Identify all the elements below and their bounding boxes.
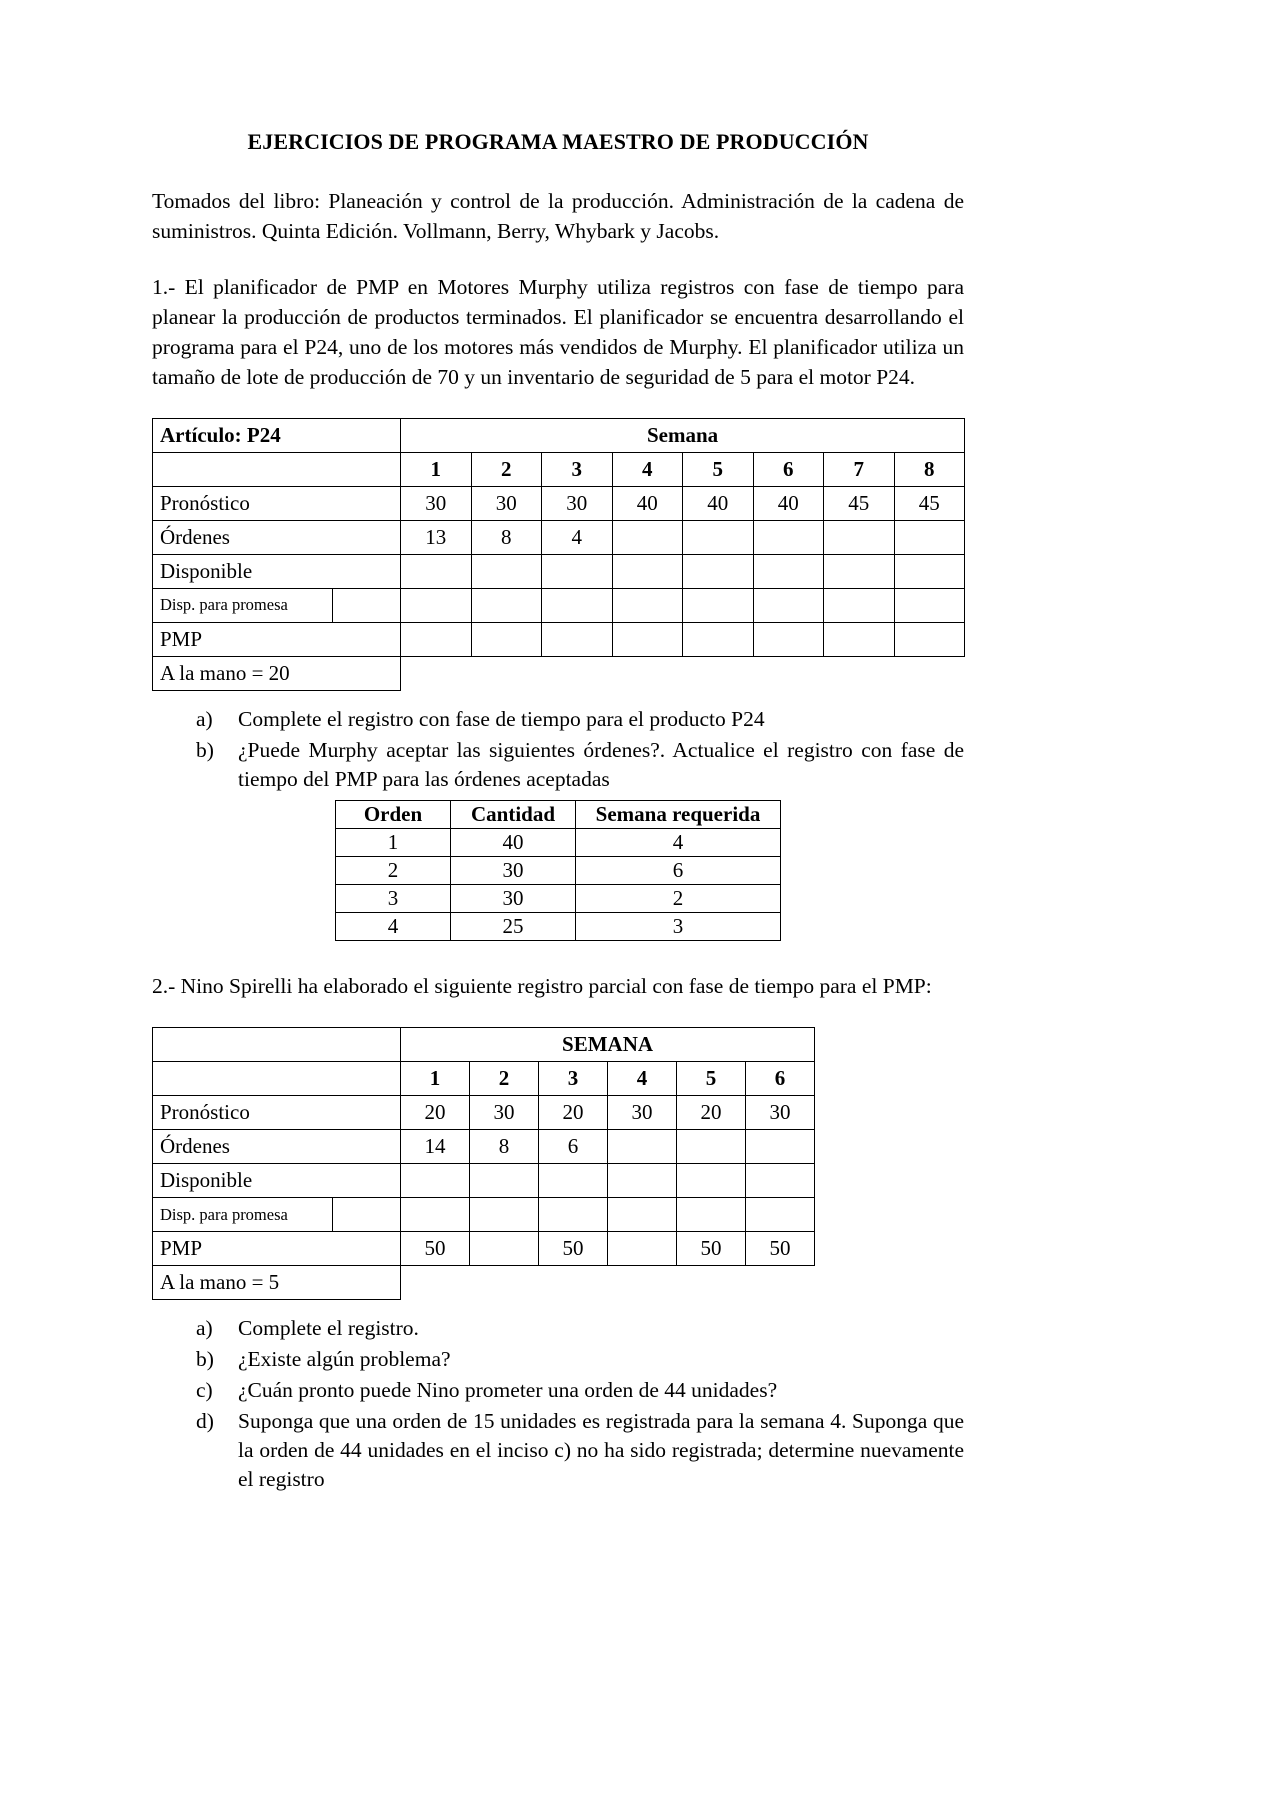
exercise-2-paragraph: 2.- Nino Spirelli ha elaborado el siguiente registro parcial con fase de tiempo para el PMP: bbox=[152, 974, 932, 999]
data-cell bbox=[677, 1164, 746, 1198]
data-cell bbox=[470, 1232, 539, 1266]
data-cell: 45 bbox=[824, 487, 895, 521]
data-cell bbox=[401, 1198, 470, 1232]
data-cell bbox=[746, 1130, 815, 1164]
row-label: Disp. para promesa bbox=[153, 1198, 333, 1232]
table-row-disponible bbox=[153, 555, 965, 589]
data-cell: 8 bbox=[471, 521, 542, 555]
row-label: Disponible bbox=[153, 555, 401, 589]
data-cell bbox=[612, 623, 683, 657]
data-cell bbox=[608, 1198, 677, 1232]
data-cell bbox=[471, 623, 542, 657]
data-cell: 2 bbox=[576, 885, 781, 913]
list-marker: c) bbox=[196, 1378, 213, 1403]
column-header-cantidad: Cantidad bbox=[451, 801, 576, 829]
data-cell: 45 bbox=[894, 487, 965, 521]
list-marker: a) bbox=[196, 1316, 213, 1341]
week-header-cell: Semana bbox=[401, 419, 965, 453]
data-cell: 30 bbox=[608, 1096, 677, 1130]
pmp-table-p24 bbox=[152, 418, 965, 691]
week-numbers-blank-cell bbox=[153, 1062, 401, 1096]
data-cell: 30 bbox=[451, 885, 576, 913]
data-cell bbox=[824, 521, 895, 555]
table-row-disp-para-promesa bbox=[153, 589, 965, 623]
data-cell: 14 bbox=[401, 1130, 470, 1164]
table-row-ordenes bbox=[153, 521, 965, 555]
data-cell bbox=[894, 555, 965, 589]
week-number-cell: 6 bbox=[746, 1062, 815, 1096]
data-cell bbox=[471, 589, 542, 623]
list-item bbox=[196, 1407, 964, 1494]
data-cell bbox=[608, 1130, 677, 1164]
data-cell bbox=[542, 555, 613, 589]
data-cell bbox=[677, 1198, 746, 1232]
data-cell: 6 bbox=[576, 857, 781, 885]
week-numbers-blank-cell bbox=[153, 453, 401, 487]
list-text: Suponga que una orden de 15 unidades es registrada para la semana 4. Suponga que la orden de 44 unidades en el inciso c) no ha sido registrada; determine nuevamente el registro bbox=[238, 1409, 964, 1492]
data-cell bbox=[539, 1164, 608, 1198]
data-cell: 25 bbox=[451, 913, 576, 941]
orders-table bbox=[335, 800, 781, 941]
data-cell bbox=[824, 623, 895, 657]
week-number-cell: 4 bbox=[612, 453, 683, 487]
table-row-header-item bbox=[153, 1028, 815, 1062]
data-cell bbox=[753, 589, 824, 623]
data-cell bbox=[470, 1164, 539, 1198]
source-paragraph: Tomados del libro: Planeación y control de la producción. Administración de la cadena de suministros. Quinta Edición. Vollmann, Berry, Whybark y Jacobs. bbox=[152, 188, 964, 243]
data-cell bbox=[753, 555, 824, 589]
column-header-semana: Semana requerida bbox=[576, 801, 781, 829]
data-cell bbox=[612, 521, 683, 555]
table-row-week-numbers bbox=[153, 453, 965, 487]
questions-list-2 bbox=[152, 1314, 964, 1494]
row-label: Disp. para promesa bbox=[153, 589, 333, 623]
list-item bbox=[196, 1345, 964, 1374]
list-item bbox=[196, 705, 964, 734]
data-cell bbox=[542, 589, 613, 623]
week-number-cell: 7 bbox=[824, 453, 895, 487]
data-cell: 6 bbox=[539, 1130, 608, 1164]
item-label-cell bbox=[153, 1028, 401, 1062]
data-cell bbox=[824, 555, 895, 589]
on-hand-label: A la mano = 20 bbox=[153, 657, 401, 691]
table-row bbox=[336, 829, 781, 857]
data-cell bbox=[894, 623, 965, 657]
week-number-cell: 5 bbox=[683, 453, 754, 487]
data-cell bbox=[683, 521, 754, 555]
data-cell bbox=[612, 555, 683, 589]
table-row-header bbox=[336, 801, 781, 829]
data-cell bbox=[401, 589, 472, 623]
pmp-table-nino bbox=[152, 1027, 815, 1300]
data-cell: 30 bbox=[401, 487, 472, 521]
row-label: Órdenes bbox=[153, 521, 401, 555]
item-label-cell: Artículo: P24 bbox=[153, 419, 401, 453]
list-marker: a) bbox=[196, 707, 213, 732]
data-cell bbox=[612, 589, 683, 623]
row-label: PMP bbox=[153, 1232, 401, 1266]
data-cell bbox=[542, 623, 613, 657]
list-item bbox=[196, 736, 964, 794]
table-row-pronostico bbox=[153, 487, 965, 521]
data-cell: 40 bbox=[451, 829, 576, 857]
data-cell: 4 bbox=[576, 829, 781, 857]
questions-list-1 bbox=[152, 705, 964, 794]
page-title: EJERCICIOS DE PROGRAMA MAESTRO DE PRODUCCIÓN bbox=[247, 129, 869, 154]
data-cell: 2 bbox=[336, 857, 451, 885]
week-header-cell: SEMANA bbox=[401, 1028, 815, 1062]
list-text: Complete el registro con fase de tiempo para el producto P24 bbox=[238, 707, 765, 732]
data-cell bbox=[608, 1232, 677, 1266]
data-cell: 8 bbox=[470, 1130, 539, 1164]
data-cell bbox=[471, 555, 542, 589]
data-cell: 30 bbox=[471, 487, 542, 521]
data-cell bbox=[746, 1164, 815, 1198]
data-cell: 30 bbox=[470, 1096, 539, 1130]
table-row bbox=[336, 857, 781, 885]
week-number-cell: 1 bbox=[401, 453, 472, 487]
list-text: Complete el registro. bbox=[238, 1316, 419, 1341]
data-cell: 50 bbox=[746, 1232, 815, 1266]
exercise-1-paragraph: 1.- El planificador de PMP en Motores Murphy utiliza registros con fase de tiempo para planear la producción de productos terminados. El planificador se encuentra desarrollando el programa para el P24, uno de los motores más vendidos de Murphy. El planificador utiliza un tamaño de lote de producción de 70 y un inventario de seguridad de 5 para el motor P24. bbox=[152, 274, 964, 389]
week-number-cell: 5 bbox=[677, 1062, 746, 1096]
document-body bbox=[152, 128, 964, 1496]
data-cell bbox=[470, 1198, 539, 1232]
list-item bbox=[196, 1314, 964, 1343]
data-cell: 1 bbox=[336, 829, 451, 857]
table-row-pmp bbox=[153, 1232, 815, 1266]
data-cell: 50 bbox=[539, 1232, 608, 1266]
table-row-week-numbers bbox=[153, 1062, 815, 1096]
data-cell bbox=[753, 623, 824, 657]
list-text: ¿Existe algún problema? bbox=[238, 1347, 451, 1372]
data-cell bbox=[824, 589, 895, 623]
table-row-ordenes bbox=[153, 1130, 815, 1164]
data-cell: 3 bbox=[336, 885, 451, 913]
data-cell: 30 bbox=[451, 857, 576, 885]
week-number-cell: 8 bbox=[894, 453, 965, 487]
data-cell bbox=[539, 1198, 608, 1232]
table-row-pronostico bbox=[153, 1096, 815, 1130]
data-cell: 40 bbox=[683, 487, 754, 521]
data-cell: 50 bbox=[677, 1232, 746, 1266]
data-cell bbox=[677, 1130, 746, 1164]
data-cell: 40 bbox=[612, 487, 683, 521]
on-hand-empty-cell bbox=[401, 657, 965, 691]
data-cell: 20 bbox=[677, 1096, 746, 1130]
data-cell bbox=[894, 521, 965, 555]
table-row-pmp bbox=[153, 623, 965, 657]
orders-table-wrapper bbox=[152, 800, 964, 941]
week-number-cell: 2 bbox=[471, 453, 542, 487]
list-item bbox=[196, 1376, 964, 1405]
list-text: ¿Cuán pronto puede Nino prometer una orden de 44 unidades? bbox=[238, 1378, 778, 1403]
on-hand-label: A la mano = 5 bbox=[153, 1266, 401, 1300]
data-cell bbox=[683, 623, 754, 657]
list-text: ¿Puede Murphy aceptar las siguientes órdenes?. Actualice el registro con fase de tiempo del PMP para las órdenes aceptadas bbox=[238, 738, 964, 792]
table-row-disponible bbox=[153, 1164, 815, 1198]
table-row bbox=[336, 913, 781, 941]
data-cell bbox=[608, 1164, 677, 1198]
data-cell: 30 bbox=[746, 1096, 815, 1130]
row-label: Pronóstico bbox=[153, 487, 401, 521]
data-cell: 13 bbox=[401, 521, 472, 555]
table-row-a-la-mano bbox=[153, 657, 965, 691]
data-cell: 20 bbox=[539, 1096, 608, 1130]
data-cell bbox=[753, 521, 824, 555]
week-number-cell: 2 bbox=[470, 1062, 539, 1096]
data-cell: 4 bbox=[542, 521, 613, 555]
list-marker: b) bbox=[196, 738, 214, 763]
data-cell bbox=[894, 589, 965, 623]
row-label: Disponible bbox=[153, 1164, 401, 1198]
data-cell: 50 bbox=[401, 1232, 470, 1266]
data-cell bbox=[746, 1198, 815, 1232]
week-number-cell: 4 bbox=[608, 1062, 677, 1096]
row-label-spacer-cell bbox=[333, 589, 401, 623]
data-cell: 4 bbox=[336, 913, 451, 941]
on-hand-empty-cell bbox=[401, 1266, 815, 1300]
data-cell bbox=[401, 555, 472, 589]
column-header-orden: Orden bbox=[336, 801, 451, 829]
list-marker: d) bbox=[196, 1409, 214, 1434]
data-cell: 40 bbox=[753, 487, 824, 521]
row-label: Órdenes bbox=[153, 1130, 401, 1164]
row-label: PMP bbox=[153, 623, 401, 657]
data-cell bbox=[401, 623, 472, 657]
data-cell: 30 bbox=[542, 487, 613, 521]
list-marker: b) bbox=[196, 1347, 214, 1372]
data-cell bbox=[683, 589, 754, 623]
table-row-header-item bbox=[153, 419, 965, 453]
data-cell: 20 bbox=[401, 1096, 470, 1130]
week-number-cell: 1 bbox=[401, 1062, 470, 1096]
table-row bbox=[336, 885, 781, 913]
row-label-spacer-cell bbox=[333, 1198, 401, 1232]
week-number-cell: 3 bbox=[542, 453, 613, 487]
week-number-cell: 6 bbox=[753, 453, 824, 487]
data-cell: 3 bbox=[576, 913, 781, 941]
week-number-cell: 3 bbox=[539, 1062, 608, 1096]
table-row-disp-para-promesa bbox=[153, 1198, 815, 1232]
table-row-a-la-mano bbox=[153, 1266, 815, 1300]
data-cell bbox=[683, 555, 754, 589]
data-cell bbox=[401, 1164, 470, 1198]
row-label: Pronóstico bbox=[153, 1096, 401, 1130]
